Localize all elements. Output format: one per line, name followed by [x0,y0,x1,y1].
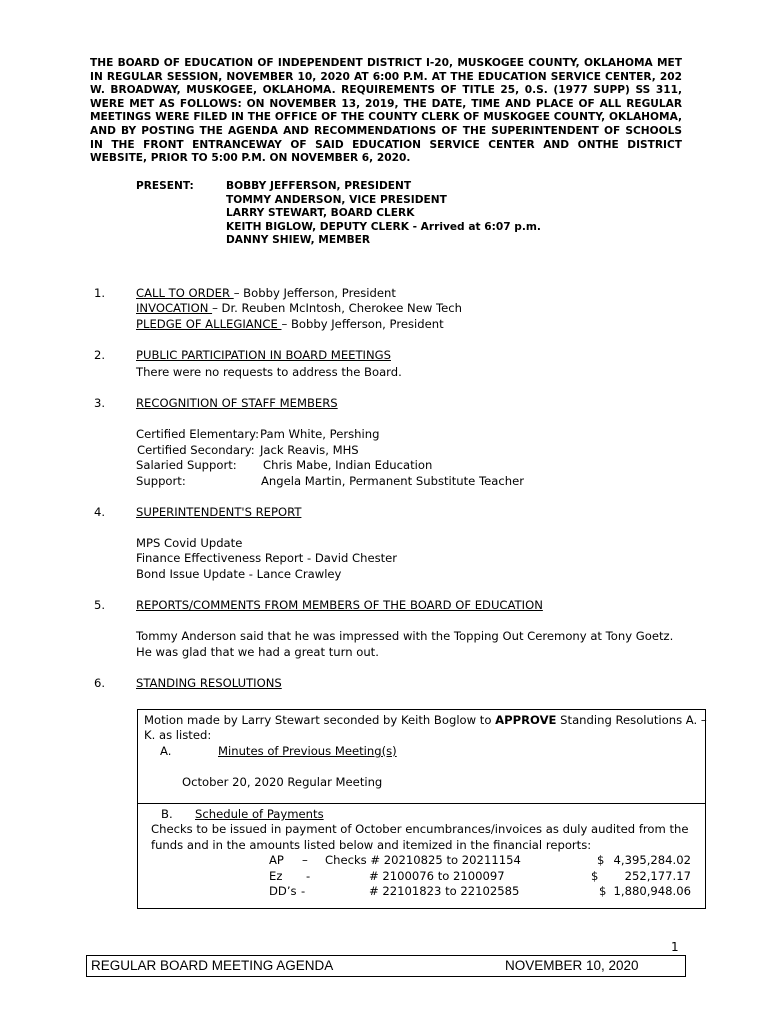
present-label: PRESENT: [136,180,194,192]
call-to-order-text: – Bobby Jefferson, President [233,286,396,300]
member-item: LARRY STEWART, BOARD CLERK [226,207,415,220]
resolutions-box [137,709,706,909]
member-item: BOBBY JEFFERSON, PRESIDENT [226,180,412,192]
item-number: 6. [94,676,106,690]
public-participation-text: There were no requests to address the Board. [136,365,402,379]
payment-range: Checks # 20210825 to 20211154 [325,853,521,867]
item-number: 1. [94,286,106,300]
payment-range: # 22101823 to 22102585 [369,884,520,898]
payment-dollar: $ [591,869,599,883]
resolution-row-a [138,710,705,804]
motion-line-2: K. as listed: [144,728,212,742]
board-comments-title: REPORTS/COMMENTS FROM MEMBERS OF THE BOARD OF EDUCATION [136,598,543,612]
member-item: KEITH BIGLOW, DEPUTY CLERK - Arrived at 6:07 p.m. [226,220,541,233]
intro-paragraph: THE BOARD OF EDUCATION OF INDEPENDENT DISTRICT I-20, MUSKOGEE COUNTY, OKLAHOMA MET IN REGULAR SESSION, NOVEMBER 10, 2020 AT 6:00 P.M. AT THE EDUCATION SERVICE CENTER, 202 W. BROADWAY, MUSKOGEE, OKLAHOMA. REQUIREMENTS OF TITLE 25, 0.S. (1977 SUPP) SS 311, WERE MET AS FOLLOWS: ON NOVEMBER 13, 2019, THE DATE, TIME AND PLACE OF ALL REGULAR MEETINGS WERE FILED IN THE OFFICE OF THE COUNTY CLERK OF MUSKOGEE COUNTY, OKLAHOMA, AND BY POSTING THE AGENDA AND RECOMMENDATIONS OF THE SUPERINTENDENT OF SCHOOLS IN THE FRONT ENTRANCEWAY OF SAID EDUCATION SERVICE CENTER AND ONTHE DISTRICT WEBSITE, PRIOR TO 5:00 P.M. ON NOVEMBER 6, 2020. [90,57,682,165]
resolution-b-letter: B. [161,807,173,821]
staff-row [136,427,380,441]
present-members [226,180,586,248]
payment-type: AP [269,853,284,867]
motion-text-end: Standing Resolutions A. – [556,713,707,727]
public-participation-title: PUBLIC PARTICIPATION IN BOARD MEETINGS [136,348,391,362]
staff-label: Salaried Support: [136,458,237,472]
pledge-text: – Bobby Jefferson, President [281,317,444,331]
payment-amount: 1,880,948.06 [613,884,691,898]
motion-text: Motion made by Larry Stewart seconded by Keith Boglow to [144,713,496,727]
payment-amount: 4,395,284.02 [613,853,691,867]
staff-value: Chris Mabe, Indian Education [263,458,433,472]
page-number: 1 [671,940,679,954]
footer-title: REGULAR BOARD MEETING AGENDA [91,958,334,973]
payments-text: funds and in the amounts listed below and itemized in the financial reports: [151,838,592,852]
report-line: MPS Covid Update [136,536,243,550]
report-line: Bond Issue Update - Lance Crawley [136,567,342,581]
member-item: TOMMY ANDERSON, VICE PRESIDENT [226,193,447,206]
staff-row [136,458,433,472]
motion-approve: APPROVE [495,713,557,727]
call-to-order-label: CALL TO ORDER [136,286,234,300]
superintendent-report-title: SUPERINTENDENT'S REPORT [136,505,302,519]
payment-amount: 252,177.17 [624,869,691,883]
item-number: 4. [94,505,106,519]
payment-range: # 2100076 to 2100097 [369,869,505,883]
invocation-text: – Dr. Reuben McIntosh, Cherokee New Tech [212,301,462,315]
invocation-line [136,301,462,317]
comment-line: Tommy Anderson said that he was impressed with the Topping Out Ceremony at Tony Goetz. [136,629,674,643]
report-line: Finance Effectiveness Report - David Chester [136,551,398,565]
payment-type: DD’s [269,884,297,898]
pledge-line [136,317,444,333]
payment-type: Ez [269,869,283,883]
staff-label: Certified Elementary: [136,427,260,441]
item-number: 3. [94,396,106,410]
payment-dash: – [302,853,308,867]
payments-text: Checks to be issued in payment of October encumbrances/invoices as duly audited from the [151,822,689,836]
staff-value: Jack Reavis, MHS [260,443,359,457]
standing-resolutions-title: STANDING RESOLUTIONS [136,676,282,690]
payment-dollar: $ [599,884,607,898]
staff-recognition-title: RECOGNITION OF STAFF MEMBERS [136,396,338,410]
resolution-a-title: Minutes of Previous Meeting(s) [218,744,397,758]
invocation-label: INVOCATION [136,301,213,315]
footer-box [86,955,686,977]
resolution-a-text: October 20, 2020 Regular Meeting [182,775,383,789]
member-item: DANNY SHIEW, MEMBER [226,234,371,247]
staff-value: Angela Martin, Permanent Substitute Teacher [261,474,524,488]
payment-dollar: $ [597,853,605,867]
staff-label: Certified Secondary: [137,443,255,457]
resolution-a-letter: A. [160,744,172,758]
comment-line: He was glad that we had a great turn out. [136,645,379,659]
item-number: 2. [94,348,106,362]
item-number: 5. [94,598,106,612]
payment-dash: - [306,869,311,883]
footer-date: NOVEMBER 10, 2020 [505,958,639,973]
staff-row [136,474,524,488]
staff-label: Support: [136,474,186,488]
staff-row [137,443,359,457]
resolution-b-title: Schedule of Payments [195,807,324,821]
payment-dash: - [301,884,306,898]
staff-value: Pam White, Pershing [260,427,380,441]
motion-line [144,713,707,727]
call-to-order-line [136,286,396,302]
pledge-label: PLEDGE OF ALLEGIANCE [136,317,282,331]
